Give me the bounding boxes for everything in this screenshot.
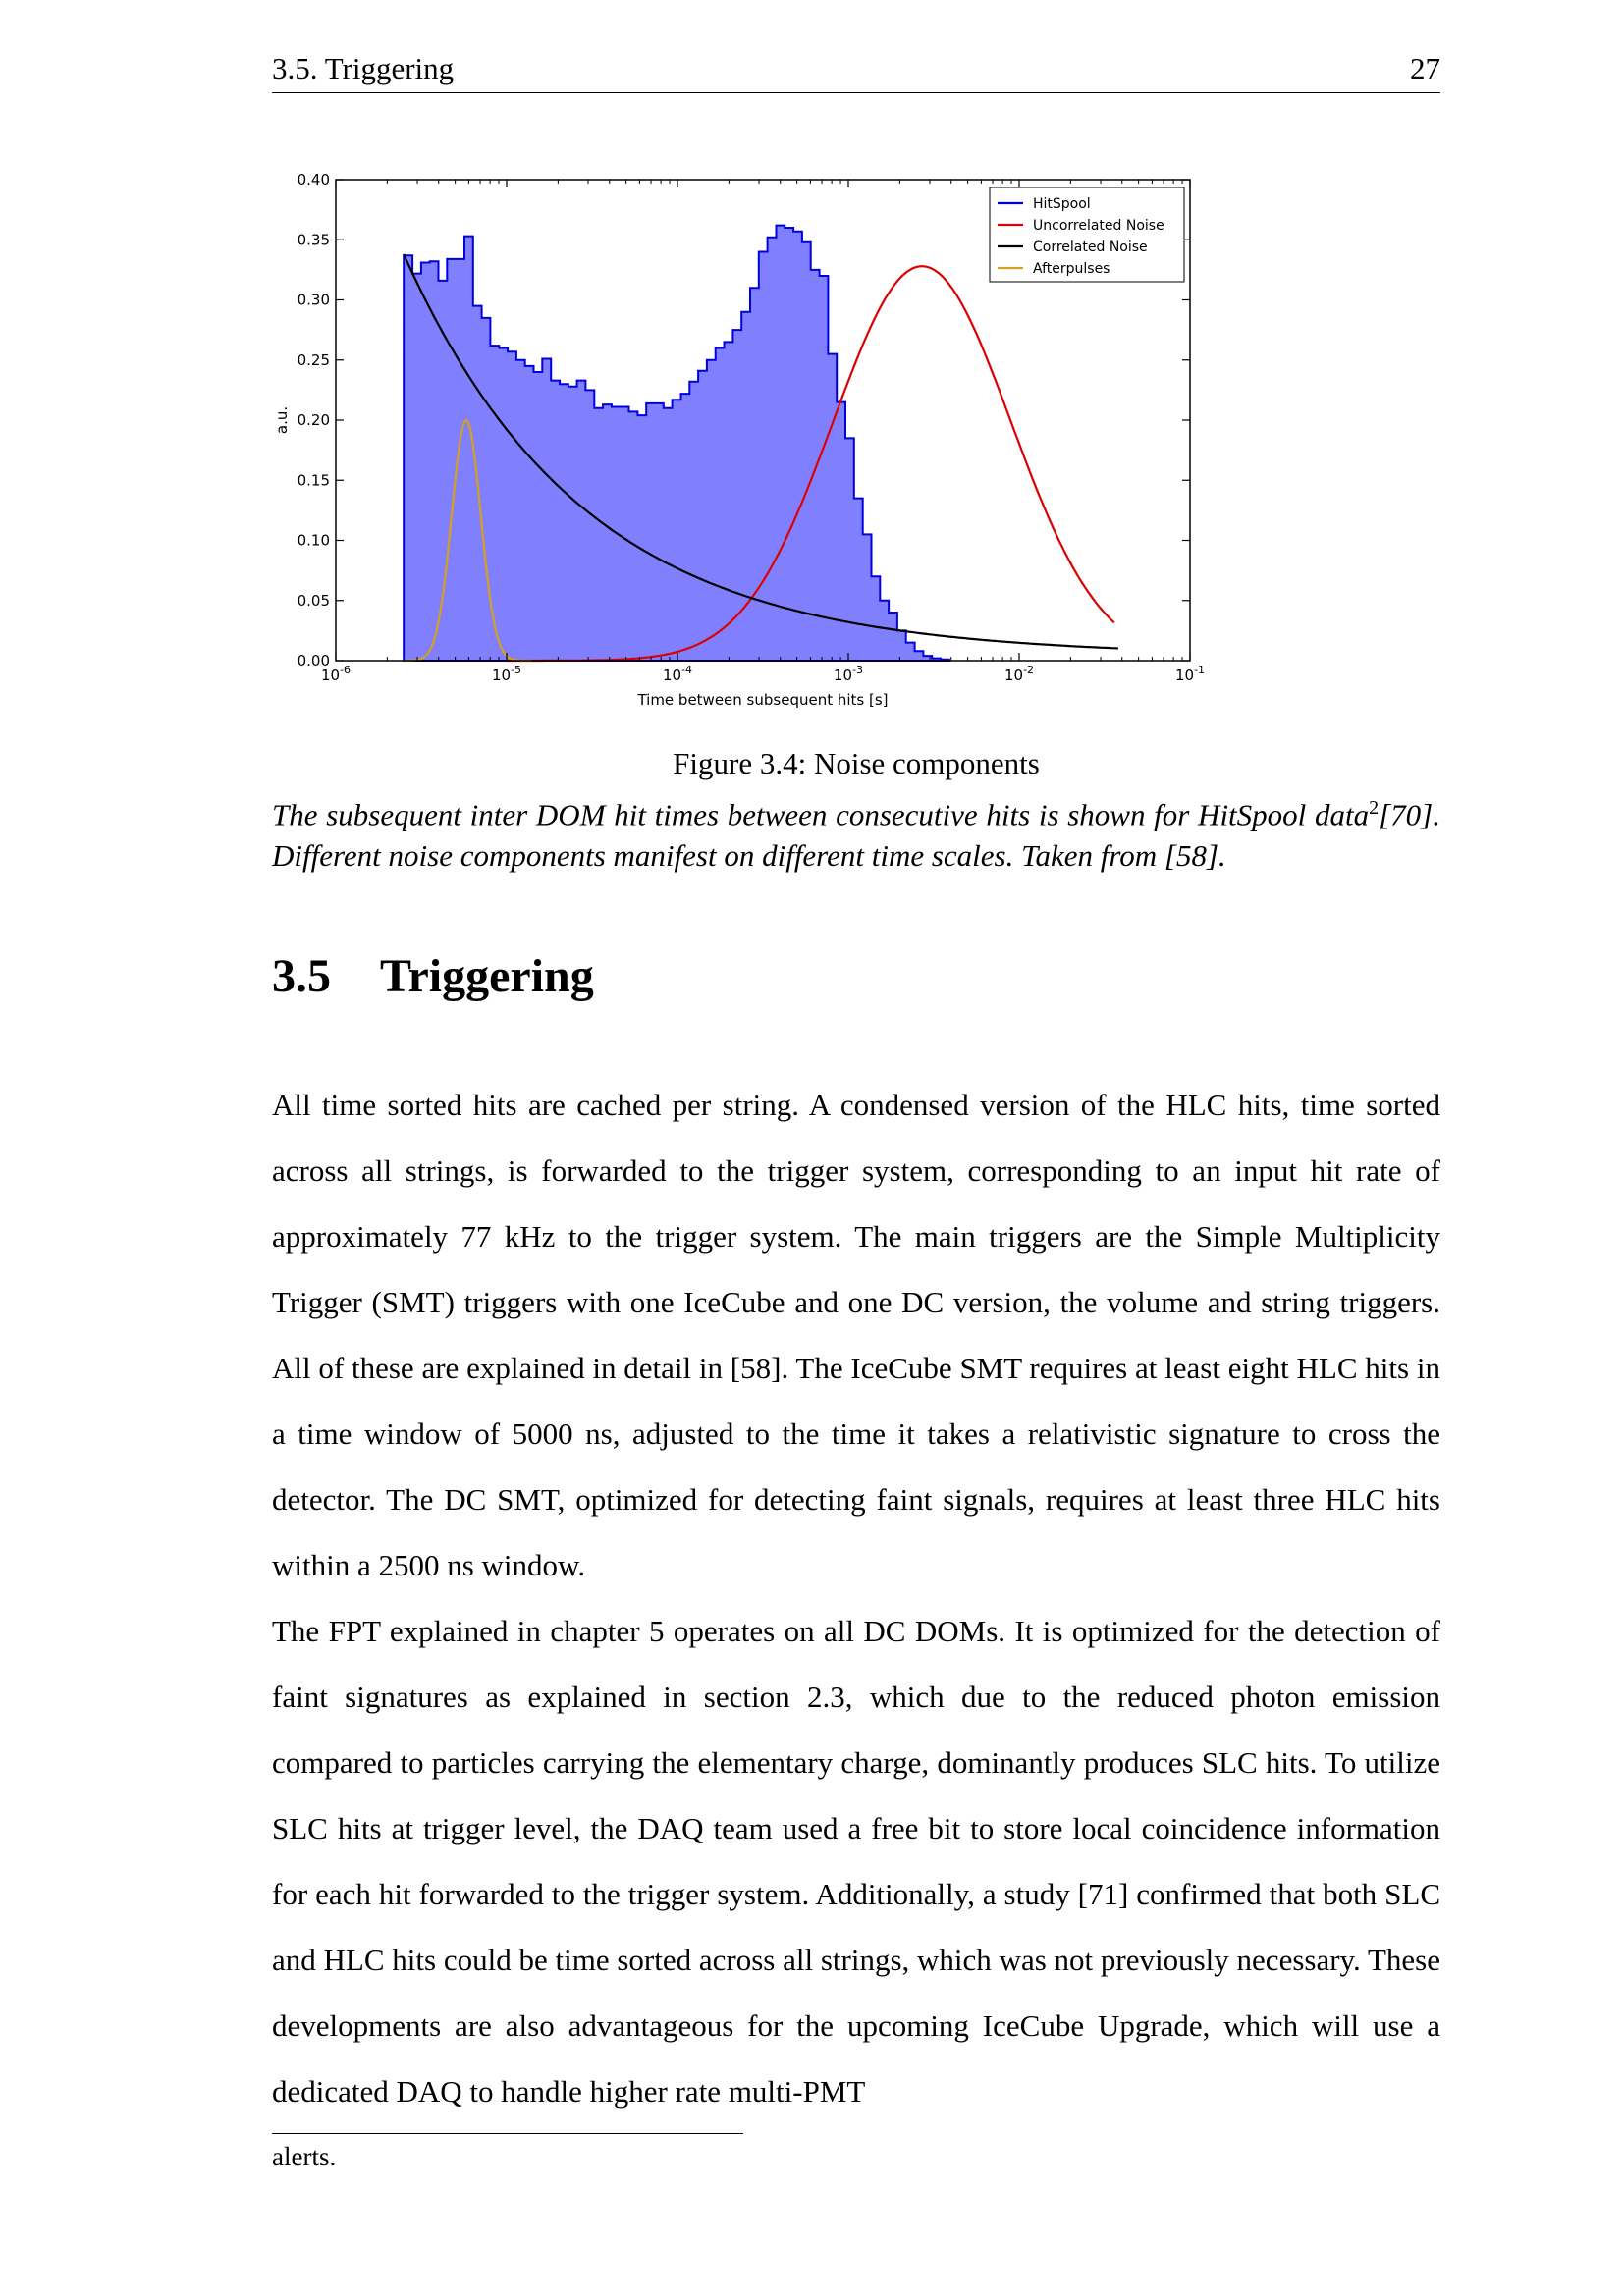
- footnote-marker: 2: [1369, 797, 1380, 819]
- hitspool-histogram: [404, 226, 949, 661]
- noise-components-chart: [265, 162, 1208, 712]
- paragraph-2: The FPT explained in chapter 5 operates on all DC DOMs. It is optimized for the detection of faint signatures as explained in section 2.3, which due to the reduced photon emission compared to particles carrying the elementary charge, dominantly produces SLC hits. To utilize SLC hits at trigger level, the DAQ team used a free bit to store local coincidence information for each hit forwarded to the trigger system. Additionally, a study [71] confirmed that both SLC and HLC hits could be time sorted across all strings, which was not previously necessary. These developments are also advantageous for the upcoming IceCube Upgrade, which will use a dedicated DAQ to handle higher rate multi-PMT: [272, 1614, 1440, 2109]
- paragraph-1: All time sorted hits are cached per string. A condensed version of the HLC hits, time sorted across all strings, is forwarded to the trigger system, corresponding to an input hit rate of approximately 77 kHz to the trigger system. The main triggers are the Simple Multiplicity Trigger (SMT) triggers with one IceCube and one DC version, the volume and string triggers. All of these are explained in detail in [58]. The IceCube SMT requires at least eight HLC hits in a time window of 5000 ns, adjusted to the time it takes a relativistic signature to cross the detector. The DC SMT, optimized for detecting faint signals, requires at least three HLC hits within a 2500 ns window.: [272, 1088, 1440, 1582]
- x-tick-label: $10^{-2}$: [1003, 664, 1035, 684]
- x-tick-label: $10^{-4}$: [662, 664, 693, 684]
- page-number: 27: [1410, 51, 1440, 85]
- caption-text-part-a: The subsequent inter DOM hit times between consecutive hits is shown for HitSpool data: [272, 797, 1370, 832]
- x-tick-label: $10^{-5}$: [491, 664, 522, 684]
- y-tick-label: 0.15: [297, 471, 330, 490]
- figure-caption-title: Figure 3.4: Noise components: [673, 746, 1040, 780]
- y-tick-label: 0.25: [297, 350, 330, 369]
- section-title: Triggering: [380, 950, 594, 1002]
- y-axis-label: a.u.: [273, 405, 291, 435]
- footnote-rule: [272, 2133, 743, 2134]
- body-text: [272, 1072, 1440, 2124]
- x-tick-label: $10^{-3}$: [833, 664, 864, 684]
- x-tick-label: $10^{-1}$: [1174, 664, 1206, 684]
- y-tick-label: 0.35: [297, 231, 330, 249]
- legend-entry: Uncorrelated Noise: [1033, 218, 1164, 234]
- y-tick-label: 0.10: [297, 531, 330, 550]
- figure-caption-text: [272, 787, 1440, 877]
- legend-entry: Afterpulses: [1033, 261, 1110, 277]
- running-section-title: 3.5. Triggering: [272, 51, 455, 85]
- y-tick-label: 0.05: [297, 591, 330, 610]
- y-tick-label: 0.00: [297, 652, 330, 669]
- y-tick-label: 0.30: [297, 291, 330, 309]
- x-tick-label: $10^{-6}$: [320, 664, 352, 684]
- legend-entry: Correlated Noise: [1033, 240, 1148, 255]
- y-tick-label: 0.40: [297, 171, 330, 188]
- y-tick-label: 0.20: [297, 411, 330, 429]
- page-header: [272, 51, 1440, 93]
- section-heading: [272, 949, 594, 1003]
- caption-text-part-b: [70]. Different noise components manifest on different time scales. Taken from [58].: [272, 797, 1440, 874]
- section-number: 3.5: [272, 950, 331, 1002]
- footnote: alerts.: [272, 2142, 337, 2171]
- x-axis-label: Time between subsequent hits [s]: [637, 691, 889, 709]
- legend-entry: HitSpool: [1033, 196, 1091, 212]
